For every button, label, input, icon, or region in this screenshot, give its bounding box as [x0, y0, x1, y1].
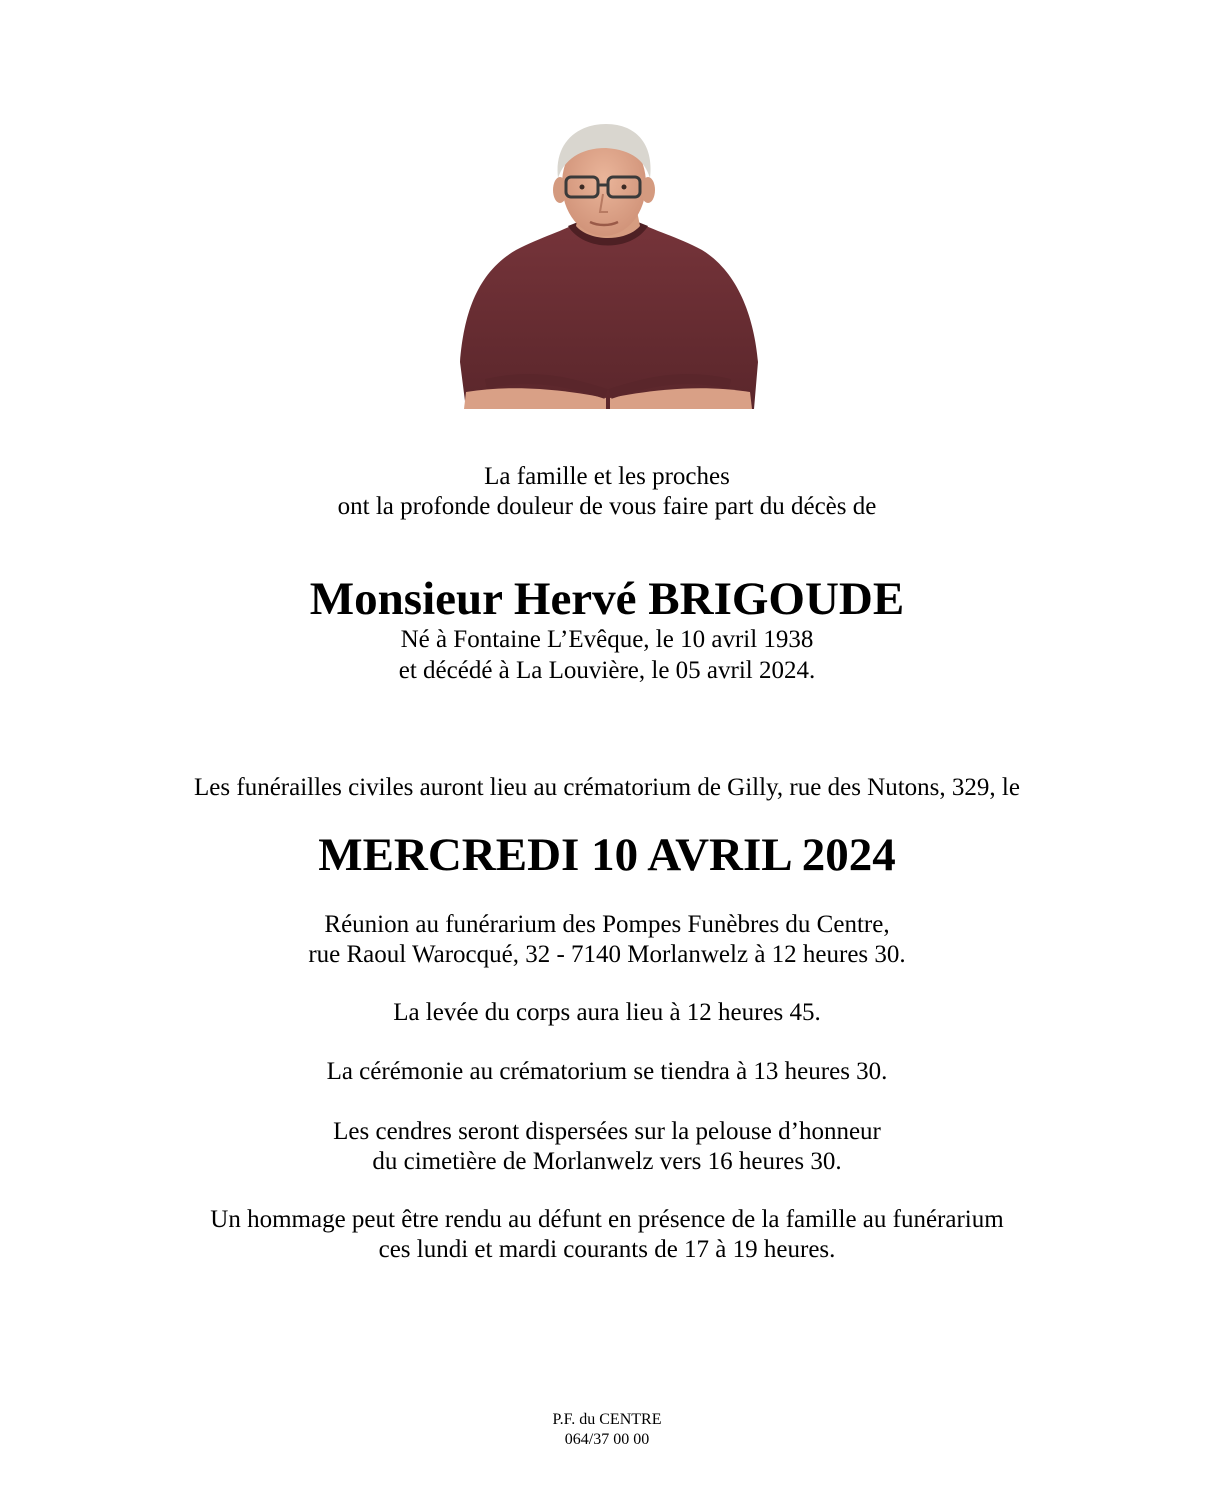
deceased-name: Monsieur Hervé BRIGOUDE	[309, 573, 905, 625]
footer-phone: 064/37 00 00	[564, 1431, 650, 1448]
funeral-announcement: Les funérailles civiles auront lieu au crématorium de Gilly, rue des Nutons, 329, le	[194, 774, 1020, 801]
death-info: et décédé à La Louvière, le 05 avril 2024.	[398, 657, 816, 684]
ceremonie-info: La cérémonie au crématorium se tiendra à 13 heures 30.	[326, 1058, 888, 1085]
birth-info: Né à Fontaine L’Evêque, le 10 avril 1938	[400, 626, 814, 653]
footer-company: P.F. du CENTRE	[552, 1411, 662, 1428]
funeral-date: MERCREDI 10 AVRIL 2024	[318, 829, 896, 881]
intro-line-2: ont la profonde douleur de vous faire part du décès de	[337, 493, 877, 520]
reunion-line-1: Réunion au funérarium des Pompes Funèbres du Centre,	[324, 911, 890, 938]
cendres-line-2: du cimetière de Morlanwelz vers 16 heures 30.	[372, 1148, 842, 1175]
reunion-line-2: rue Raoul Warocqué, 32 - 7140 Morlanwelz à 12 heures 30.	[308, 941, 906, 968]
levee-info: La levée du corps aura lieu à 12 heures 45.	[393, 999, 821, 1026]
hommage-line-2: ces lundi et mardi courants de 17 à 19 heures.	[378, 1236, 836, 1263]
cendres-line-1: Les cendres seront dispersées sur la pelouse d’honneur	[333, 1118, 881, 1145]
portrait-photo	[456, 122, 760, 409]
hommage-line-1: Un hommage peut être rendu au défunt en présence de la famille au funérarium	[210, 1206, 1004, 1233]
intro-line-1: La famille et les proches	[484, 463, 730, 490]
